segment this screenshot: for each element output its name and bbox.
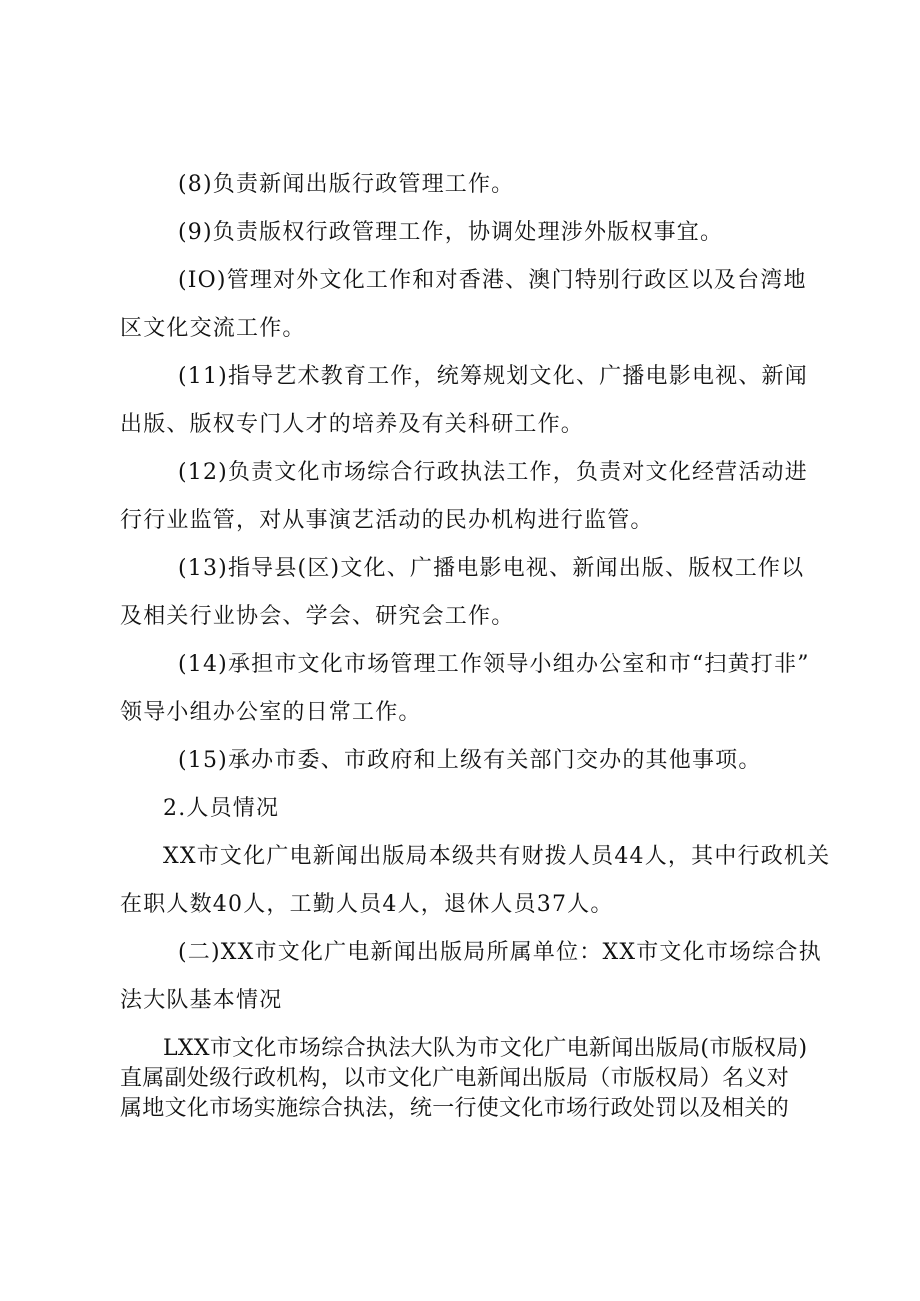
paragraph-item-13-line-1: (13)指导县(区)文化、广播电影电视、新闻出版、版权工作以 [178,556,805,581]
section-heading-staff: 2.人员情况 [163,796,280,821]
paragraph-item-14-line-2: 领导小组办公室的日常工作。 [120,700,422,725]
paragraph-item-12-line-2: 行行业监管，对从事演艺活动的民办机构进行监管。 [120,508,654,533]
brigade-paragraph-line-1: LXX市文化市场综合执法大队为市文化广电新闻出版局(市版权局) [163,1036,808,1061]
paragraph-item-8: (8)负责新闻出版行政管理工作。 [178,172,515,197]
paragraph-item-9: (9)负责版权行政管理工作，协调处理涉外版权事宜。 [178,220,724,245]
paragraph-item-13-line-2: 及相关行业协会、学会、研究会工作。 [120,604,515,629]
paragraph-item-11-line-1: (11)指导艺术教育工作，统筹规划文化、广播电影电视、新闻 [178,364,808,389]
paragraph-item-15: (15)承办市委、市政府和上级有关部门交办的其他事项。 [178,748,762,773]
paragraph-item-12-line-1: (12)负责文化市场综合行政执法工作，负责对文化经营活动进 [178,460,808,485]
paragraph-item-14-line-1: (14)承担市文化市场管理工作领导小组办公室和市“扫黄打非” [178,652,810,677]
paragraph-item-11-line-2: 出版、版权专门人才的培养及有关科研工作。 [120,412,585,437]
paragraph-item-10-line-2: 区文化交流工作。 [120,316,306,341]
brigade-paragraph-line-2: 直属副处级行政机构，以市文化广电新闻出版局（市版权局）名义对 [120,1066,790,1091]
section-heading-subordinate-line-2: 法大队基本情况 [120,988,283,1013]
paragraph-item-10-line-1: (IO)管理对外文化工作和对香港、澳门特别行政区以及台湾地 [178,268,807,293]
brigade-paragraph-line-3: 属地文化市场实施综合执法，统一行使文化市场行政处罚以及相关的 [120,1096,790,1121]
staff-paragraph-line-1: XX市文化广电新闻出版局本级共有财拨人员44人，其中行政机关 [163,844,831,869]
section-heading-subordinate-line-1: (二)XX市文化广电新闻出版局所属单位：XX市文化市场综合执 [178,940,822,965]
staff-paragraph-line-2: 在职人数40人，工勤人员4人，退休人员37人。 [120,892,614,917]
